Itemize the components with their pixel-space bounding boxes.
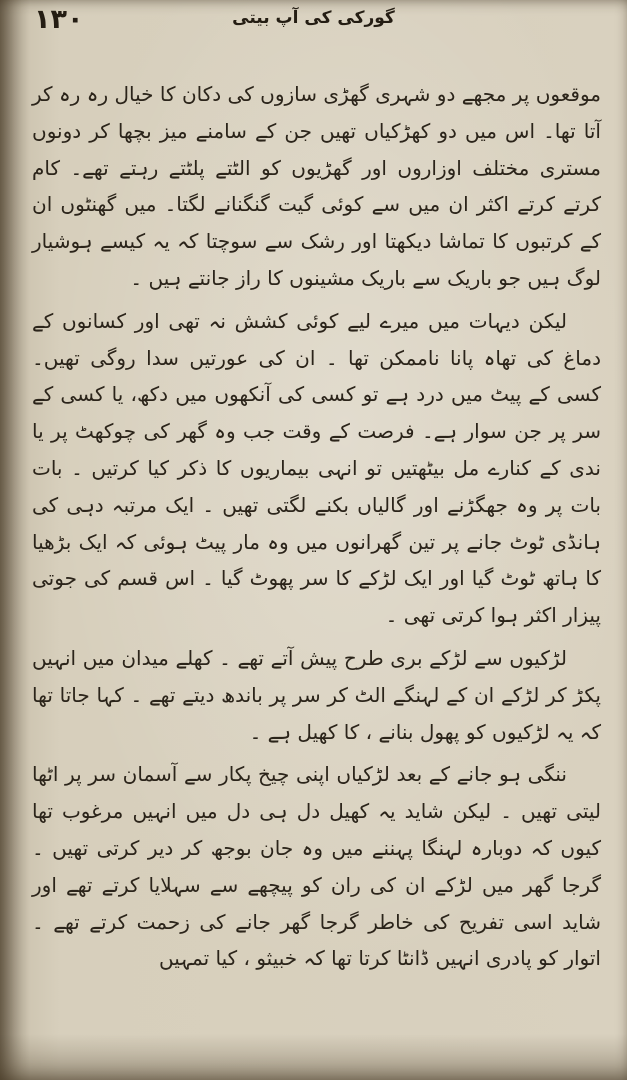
page-bottom-shadow [0, 1034, 627, 1080]
page-body-text [0, 62, 627, 977]
paragraph: لڑکیوں سے لڑکے بری طرح پیش آتے تھے ۔ کھلے میدان میں انہیں پکڑ کر لڑکے ان کے لہنگے الٹ کر سر پر باندھ دیتے تھے ۔ کہا جاتا تھا کہ یہ لڑکیوں کو پھول بنانے ، کا کھیل ہے ۔ [32, 645, 601, 744]
page-number: ۱۳۰ [34, 4, 84, 35]
paragraph: لیکن دیہات میں میرے لیے کوئی کشش نہ تھی اور کسانوں کے دماغ کی تھاہ پانا ناممکن تھا ۔ ان کی عورتیں سدا روگی تھیں۔ کسی کے پیٹ میں درد ہے تو کسی کی آنکھوں میں دکھ، یا کسی کے سر پر جن سوار ہے۔ فرصت کے وقت جب وہ گھر کی چوکھٹ پر یا ندی کے کنارے مل بیٹھتیں تو انہی بیماریوں کا ذکر کیا کرتیں ۔ بات بات پر وہ جھگڑنے اور گالیاں بکنے لگتی تھیں ۔ ایک مرتبہ دہی کی ہانڈی ٹوٹ جانے پر تین گھرانوں میں وہ مار پیٹ ہوئی کہ ایک بڑھیا کا ہاتھ ٹوٹ گیا اور ایک لڑکے کا سر پھوٹ گیا ۔ اس قسم کی جوتی پیزار اکثر ہوا کرتی تھی ۔ [32, 308, 601, 628]
paragraph: ننگی ہو جانے کے بعد لڑکیاں اپنی چیخ پکار سے آسمان سر پر اٹھا لیتی تھیں ۔ لیکن شاید یہ کھیل دل ہی دل میں انہیں مرغوب تھا کیوں کہ دوبارہ لہنگا پہننے میں وہ جان بوجھ کر دیر کرتی تھیں ۔ گرجا گھر میں لڑکے ان کی ران کو پیچھے سے سہلایا کرتے تھے اور شاید اسی تفریح کی خاطر گرجا گھر جانے کی زحمت کرتے تھے ۔ اتوار کو پادری انہیں ڈانٹا کرتا تھا کہ خبیثو ، کیا تمہیں [32, 762, 601, 971]
page-title: گورکی کی آپ بیتی [232, 8, 395, 28]
page-header [0, 0, 627, 62]
paragraph: موقعوں پر مجھے دو شہری گھڑی سازوں کی دکان کا خیال رہ رہ کر آتا تھا۔ اس میں دو کھڑکیاں تھیں جن کے سامنے میز بچھا کر دونوں مستری مختلف اوزاروں اور گھڑیوں کو الٹتے پلٹتے رہتے تھے۔ کام کرتے کرتے اکثر ان میں سے کوئی گیت گنگنانے لگتا۔ میں گھنٹوں ان کے کرتبوں کا تماشا دیکھتا اور رشک سے سوچتا کہ یہ کیسے ہوشیار لوگ ہیں جو باریک سے باریک مشینوں کا راز جانتے ہیں ۔ [32, 82, 601, 290]
